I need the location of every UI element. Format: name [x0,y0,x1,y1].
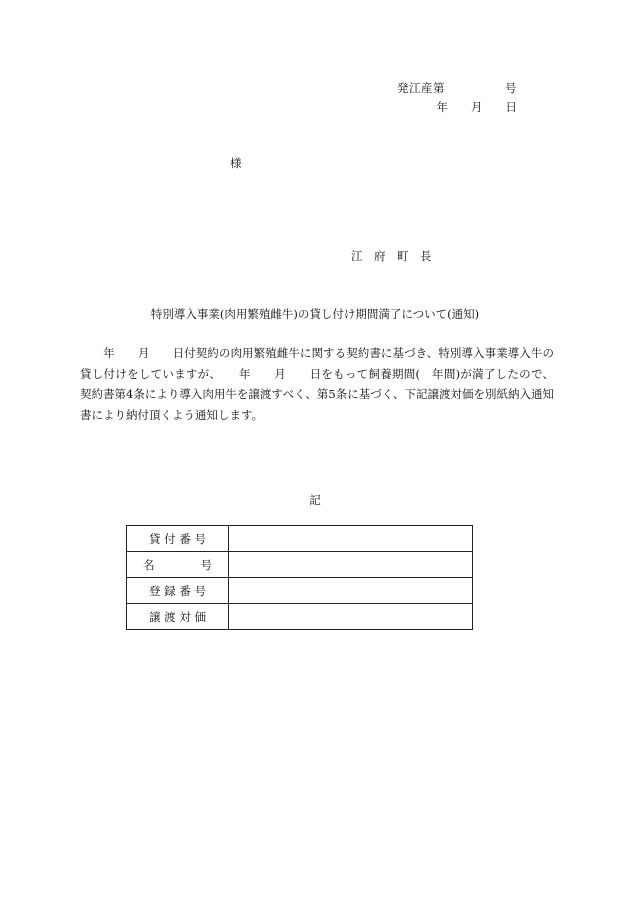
details-table [126,525,473,630]
row-label-loan-number: 貸 付 番 号 [127,526,229,552]
document-date: 年 月 日 [436,100,517,114]
row-value-transfer-price [229,604,473,630]
sender-name: 江 府 町 長 [351,249,432,263]
row-value-loan-number [229,526,473,552]
row-label-name: 名 号 [127,552,229,578]
row-label-registration-number: 登 録 番 号 [127,578,229,604]
addressee-honorific: 様 [230,156,242,170]
row-value-registration-number [229,578,473,604]
table-row [127,604,473,630]
table-row [127,552,473,578]
row-label-transfer-price: 譲 渡 対 価 [127,604,229,630]
document-number: 発江産第 号 [397,81,517,95]
ki-heading: 記 [309,493,321,507]
table-row [127,578,473,604]
document-subject: 特別導入事業(肉用繁殖雌牛)の貸し付け期間満了について(通知) [150,307,480,321]
body-paragraph: 年 月 日付契約の肉用繁殖雌牛に関する契約書に基づき、特別導入事業導入牛の貸し付けをしていますが、 年 月 日をもって飼養期間( 年間)が満了したので、契約書第4条により導入肉用牛を譲渡すべく、第5条に基づく、下記譲渡対価を別紙納入通知書により納付頂くよう通知します。 [80,346,554,422]
row-value-name [229,552,473,578]
table-row [127,526,473,552]
